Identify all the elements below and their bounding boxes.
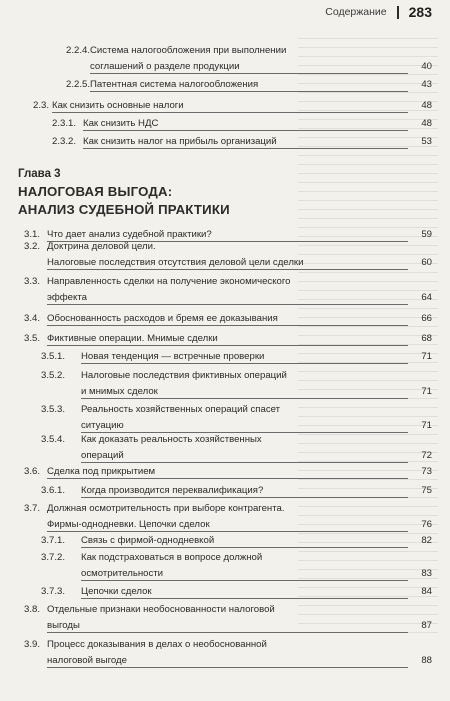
toc-entry[interactable] bbox=[0, 484, 432, 500]
toc-entry-text: Как снизить основные налоги bbox=[52, 100, 184, 111]
chapter-heading bbox=[18, 167, 230, 219]
toc-entry[interactable] bbox=[0, 350, 432, 366]
toc-entry-text: Налоговые последствия отсутствия деловой цели сделки bbox=[47, 257, 304, 268]
toc-entry-number: 3.5.1. bbox=[41, 351, 66, 362]
toc-entry-number: 2.3.2. bbox=[52, 136, 77, 147]
toc-entry-number: 2.3.1. bbox=[52, 118, 77, 129]
toc-entry-text: Реальность хозяйственных операций спасет bbox=[81, 404, 281, 415]
toc-entry-number: 3.1. bbox=[24, 229, 41, 240]
toc-entry[interactable] bbox=[0, 403, 432, 435]
toc-entry-text: Связь с фирмой-однодневкой bbox=[81, 535, 215, 546]
toc-entry-text: Процесс доказывания в делах о необоснованной bbox=[47, 639, 267, 650]
leader-line bbox=[47, 304, 408, 305]
toc-entry-page: 87 bbox=[421, 620, 432, 631]
toc-entry-page: 76 bbox=[421, 519, 432, 530]
leader-line bbox=[90, 91, 408, 92]
leader-line bbox=[83, 130, 408, 131]
leader-line bbox=[81, 363, 408, 364]
leader-line bbox=[81, 580, 408, 581]
toc-entry[interactable] bbox=[0, 117, 432, 133]
toc-entry-text: и мнимых сделок bbox=[81, 386, 158, 397]
toc-entry[interactable] bbox=[0, 534, 432, 550]
leader-line bbox=[81, 497, 408, 498]
toc-entry-text: Отдельные признаки необоснованности налоговой bbox=[47, 604, 275, 615]
toc-entry-number: 3.5. bbox=[24, 333, 41, 344]
toc-entry[interactable] bbox=[0, 603, 432, 635]
toc-entry-text: Как снизить налог на прибыль организаций bbox=[83, 136, 277, 147]
chapter-title-line: АНАЛИЗ СУДЕБНОЙ ПРАКТИКИ bbox=[18, 202, 230, 217]
toc-entry-text: Фирмы-однодневки. Цепочки сделок bbox=[47, 519, 210, 530]
toc-entry-text: Что дает анализ судебной практики? bbox=[47, 229, 212, 240]
toc-entry-number: 3.4. bbox=[24, 313, 41, 324]
toc-entry-page: 59 bbox=[421, 229, 432, 240]
toc-entry-page: 84 bbox=[421, 586, 432, 597]
toc-entry-text: Должная осмотрительность при выборе контрагента. bbox=[47, 503, 285, 514]
toc-entry-text: Как подстраховаться в вопросе должной bbox=[81, 552, 263, 563]
leader-line bbox=[81, 598, 408, 599]
toc-entry-text: Сделка под прикрытием bbox=[47, 466, 156, 477]
toc-entry-text: Как снизить НДС bbox=[83, 118, 159, 129]
toc-entry[interactable] bbox=[0, 638, 432, 670]
toc-entry-text: Фиктивные операции. Мнимые сделки bbox=[47, 333, 218, 344]
toc-entry-text: выгоды bbox=[47, 620, 80, 631]
toc-entry-page: 73 bbox=[421, 466, 432, 477]
toc-entry-text: налоговой выгоде bbox=[47, 655, 127, 666]
toc-entry[interactable] bbox=[0, 502, 432, 534]
leader-line bbox=[81, 462, 408, 463]
toc-entry-number: 3.7.1. bbox=[41, 535, 66, 546]
leader-line bbox=[47, 478, 408, 479]
toc-entry[interactable] bbox=[0, 44, 432, 76]
header-divider bbox=[397, 6, 399, 19]
toc-entry-page: 48 bbox=[421, 100, 432, 111]
toc-entry[interactable] bbox=[0, 433, 432, 465]
toc-entry-page: 83 bbox=[421, 568, 432, 579]
leader-line bbox=[83, 148, 408, 149]
leader-line bbox=[90, 73, 408, 74]
toc-entry-text: эффекта bbox=[47, 292, 87, 303]
toc-entry[interactable] bbox=[0, 312, 432, 328]
toc-entry-page: 71 bbox=[421, 351, 432, 362]
toc-entry-text: Налоговые последствия фиктивных операций bbox=[81, 370, 287, 381]
toc-entry-number: 3.9. bbox=[24, 639, 41, 650]
leader-line bbox=[81, 547, 408, 548]
toc-entry[interactable] bbox=[0, 551, 432, 583]
leader-line bbox=[47, 667, 408, 668]
toc-entry[interactable] bbox=[0, 332, 432, 348]
toc-entry[interactable] bbox=[0, 99, 432, 115]
toc-entry-number: 3.6.1. bbox=[41, 485, 66, 496]
toc-entry-text: Патентная система налогообложения bbox=[90, 79, 259, 90]
toc-entry-text: Новая тенденция — встречные проверки bbox=[81, 351, 265, 362]
toc-entry-page: 43 bbox=[421, 79, 432, 90]
toc-entry-number: 3.8. bbox=[24, 604, 41, 615]
toc-entry[interactable] bbox=[0, 369, 432, 401]
toc-entry-text: Система налогообложения при выполнении bbox=[90, 45, 287, 56]
toc-entry-number: 3.6. bbox=[24, 466, 41, 477]
toc-entry-page: 68 bbox=[421, 333, 432, 344]
toc-entry-text: Как доказать реальность хозяйственных bbox=[81, 434, 262, 445]
running-head bbox=[325, 4, 432, 20]
chapter-label: Глава 3 bbox=[18, 168, 61, 180]
toc-entry-number: 3.5.4. bbox=[41, 434, 66, 445]
toc-entry-number: 3.3. bbox=[24, 276, 41, 287]
toc-entry-number: 2.2.4. bbox=[66, 45, 91, 56]
chapter-title bbox=[18, 183, 230, 219]
leader-line bbox=[47, 345, 408, 346]
toc-entry-number: 3.7.2. bbox=[41, 552, 66, 563]
leader-line bbox=[47, 632, 408, 633]
toc-entry-page: 72 bbox=[421, 450, 432, 461]
toc-entry[interactable] bbox=[0, 585, 432, 601]
toc-entry-text: ситуацию bbox=[81, 420, 124, 431]
toc-entry-number: 2.2.5. bbox=[66, 79, 91, 90]
toc-entry-page: 48 bbox=[421, 118, 432, 129]
toc-entry-page: 71 bbox=[421, 420, 432, 431]
toc-entry-text: соглашений о разделе продукции bbox=[90, 61, 240, 72]
toc-entry-text: операций bbox=[81, 450, 124, 461]
leader-line bbox=[52, 112, 408, 113]
section-title: Содержание bbox=[325, 6, 387, 18]
toc-entry-text: Когда производится переквалификация? bbox=[81, 485, 264, 496]
page-number: 283 bbox=[408, 4, 432, 20]
toc-entry[interactable] bbox=[0, 465, 432, 481]
toc-entry-number: 3.7.3. bbox=[41, 586, 66, 597]
toc-entry-page: 71 bbox=[421, 386, 432, 397]
leader-line bbox=[47, 269, 408, 270]
toc-entry-number: 2.3. bbox=[33, 100, 50, 111]
toc-entry-text: Направленность сделки на получение экономического bbox=[47, 276, 291, 287]
toc-entry-number: 3.5.3. bbox=[41, 404, 66, 415]
toc-entry-number: 3.5.2. bbox=[41, 370, 66, 381]
leader-line bbox=[47, 531, 408, 532]
toc-entry-number: 3.7. bbox=[24, 503, 41, 514]
toc-entry-number: 3.2. bbox=[24, 241, 41, 252]
chapter-title-line: НАЛОГОВАЯ ВЫГОДА: bbox=[18, 184, 173, 199]
toc-entry-page: 88 bbox=[421, 655, 432, 666]
toc-entry[interactable] bbox=[0, 78, 432, 94]
toc-entry-text: осмотрительности bbox=[81, 568, 164, 579]
toc-entry-page: 82 bbox=[421, 535, 432, 546]
toc-entry-page: 60 bbox=[421, 257, 432, 268]
toc-entry-page: 66 bbox=[421, 313, 432, 324]
toc-entry-text: Доктрина деловой цели. bbox=[47, 241, 156, 252]
toc-entry-page: 75 bbox=[421, 485, 432, 496]
toc-entry-page: 64 bbox=[421, 292, 432, 303]
toc-entry-text: Обоснованность расходов и бремя ее доказывания bbox=[47, 313, 278, 324]
toc-entry-page: 53 bbox=[421, 136, 432, 147]
toc-entry[interactable] bbox=[0, 275, 432, 307]
toc-entry[interactable] bbox=[0, 135, 432, 151]
toc-entry-text: Цепочки сделок bbox=[81, 586, 152, 597]
leader-line bbox=[47, 325, 408, 326]
toc-entry-page: 40 bbox=[421, 61, 432, 72]
toc-entry[interactable] bbox=[0, 240, 432, 272]
leader-line bbox=[81, 398, 408, 399]
